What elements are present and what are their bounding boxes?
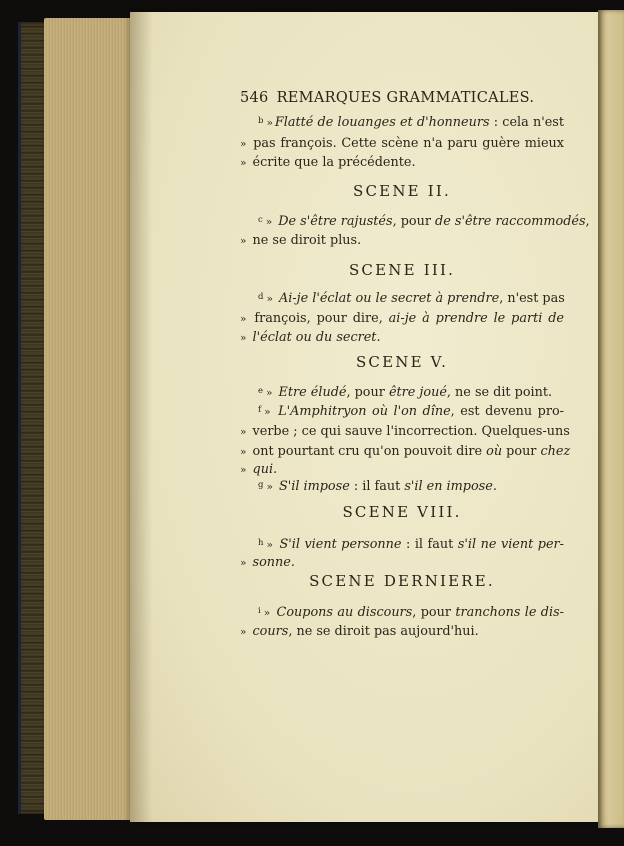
quote-mark: »: [240, 332, 247, 344]
text: ,: [585, 214, 590, 229]
text: , pour: [392, 214, 431, 229]
page-number: 546: [240, 90, 269, 106]
italic-phrase: où: [486, 444, 503, 459]
running-title: REMARQUES GRAMMATICALES.: [276, 90, 535, 106]
text: , pour: [346, 385, 385, 400]
remark-d-line-1: [258, 293, 564, 306]
footnote-marker: e: [258, 386, 264, 396]
quote-mark: »: [266, 293, 273, 305]
footnote-marker: f: [258, 405, 262, 415]
remark-f-line-3: [240, 444, 571, 459]
remark-i-line-1: [258, 607, 564, 620]
text: pas françois. Cette scène n'a paru guère mieux: [253, 136, 564, 151]
remark-c-line-1: [258, 214, 590, 229]
remark-b-line-1: [258, 117, 564, 130]
text: : cela n'est: [493, 115, 564, 130]
italic-phrase: sonne.: [252, 555, 295, 570]
remark-f-line-1: [258, 406, 564, 419]
italic-phrase: s'il en impose.: [404, 479, 497, 494]
page-header: [240, 90, 535, 106]
footnote-marker: h: [258, 538, 264, 548]
remark-g-line-1: [258, 481, 564, 494]
italic-phrase: S'il vient personne: [279, 537, 402, 552]
scene-heading: SCENE DERNIERE.: [309, 572, 495, 590]
quote-mark: »: [266, 539, 273, 551]
remark-b-line-2: [240, 138, 564, 151]
remark-f-line-2: [240, 424, 570, 439]
quote-mark: »: [263, 607, 271, 619]
footnote-marker: i: [258, 606, 261, 616]
text: , n'est pas: [499, 291, 565, 306]
italic-phrase: L'Amphitryon où l'on dîne: [278, 404, 451, 419]
text: françois, pour dire,: [254, 311, 383, 326]
quote-mark: »: [240, 626, 247, 638]
italic-phrase: s'il ne vient per-: [457, 537, 564, 552]
italic-phrase: tranchons le dis-: [455, 605, 564, 620]
italic-phrase: Etre éludé: [278, 385, 347, 400]
text: ne se diroit plus.: [252, 233, 362, 248]
quote-mark: »: [266, 387, 273, 399]
quote-mark: »: [266, 481, 273, 493]
page-gutter-shadow: [130, 12, 152, 822]
italic-phrase: l'éclat ou du secret.: [252, 330, 381, 345]
quote-mark: »: [240, 157, 247, 169]
text: , pour: [412, 605, 451, 620]
quote-mark: »: [240, 138, 247, 150]
page-edges: [44, 18, 134, 820]
quote-mark: »: [240, 426, 247, 438]
scene-heading: SCENE II.: [353, 182, 451, 200]
quote-mark: »: [240, 313, 247, 325]
quote-mark: »: [266, 117, 273, 129]
italic-phrase: être joué: [388, 385, 447, 400]
text: ont pourtant cru qu'on pouvoit dire: [252, 444, 483, 459]
remark-d-line-2: [240, 313, 564, 326]
scene-heading: SCENE VIII.: [342, 503, 462, 521]
quote-mark: »: [265, 216, 273, 228]
remark-i-line-2: [240, 626, 564, 639]
italic-phrase: qui.: [252, 462, 278, 477]
remark-e-line-1: [258, 387, 564, 400]
remark-b-line-3: [240, 157, 564, 170]
italic-phrase: chez: [540, 444, 571, 459]
text: , est devenu pro-: [450, 404, 564, 419]
scene-heading: SCENE V.: [355, 353, 449, 371]
remark-h-line-2: [240, 557, 564, 570]
text: : il faut: [406, 537, 454, 552]
text: pour: [506, 444, 537, 459]
text: , ne se diroit pas aujourd'hui.: [288, 624, 479, 639]
italic-phrase: cours: [252, 624, 289, 639]
italic-phrase: ai-je à prendre le parti de: [388, 311, 564, 326]
italic-phrase: Coupons au discours: [276, 605, 413, 620]
italic-phrase: Ai-je l'éclat ou le secret à prendre: [278, 291, 500, 306]
text: : il faut: [353, 479, 401, 494]
footnote-marker: b: [258, 116, 264, 126]
quote-mark: »: [240, 235, 247, 247]
footnote-marker: g: [258, 480, 264, 490]
italic-phrase: de s'être raccommodés: [435, 214, 586, 229]
remark-h-line-1: [258, 539, 564, 552]
remark-d-line-3: [240, 332, 564, 345]
italic-phrase: Flatté de louanges et d'honneurs: [274, 115, 490, 130]
text: écrite que la précédente.: [252, 155, 416, 170]
remark-f-line-4: [240, 464, 564, 477]
footnote-marker: c: [258, 215, 263, 225]
quote-mark: »: [240, 557, 247, 569]
italic-phrase: De s'être rajustés: [278, 214, 393, 229]
facing-page-edge: [598, 10, 624, 828]
text: verbe ; ce qui sauve l'incorrection. Quelques-uns: [252, 424, 570, 439]
remark-c-line-2: [240, 235, 564, 248]
italic-phrase: S'il impose: [278, 479, 350, 494]
quote-mark: »: [240, 446, 247, 458]
scene-heading: SCENE III.: [348, 261, 456, 279]
quote-mark: »: [264, 406, 271, 418]
text: , ne se dit point.: [446, 385, 553, 400]
quote-mark: »: [240, 464, 247, 476]
footnote-marker: d: [258, 292, 264, 302]
